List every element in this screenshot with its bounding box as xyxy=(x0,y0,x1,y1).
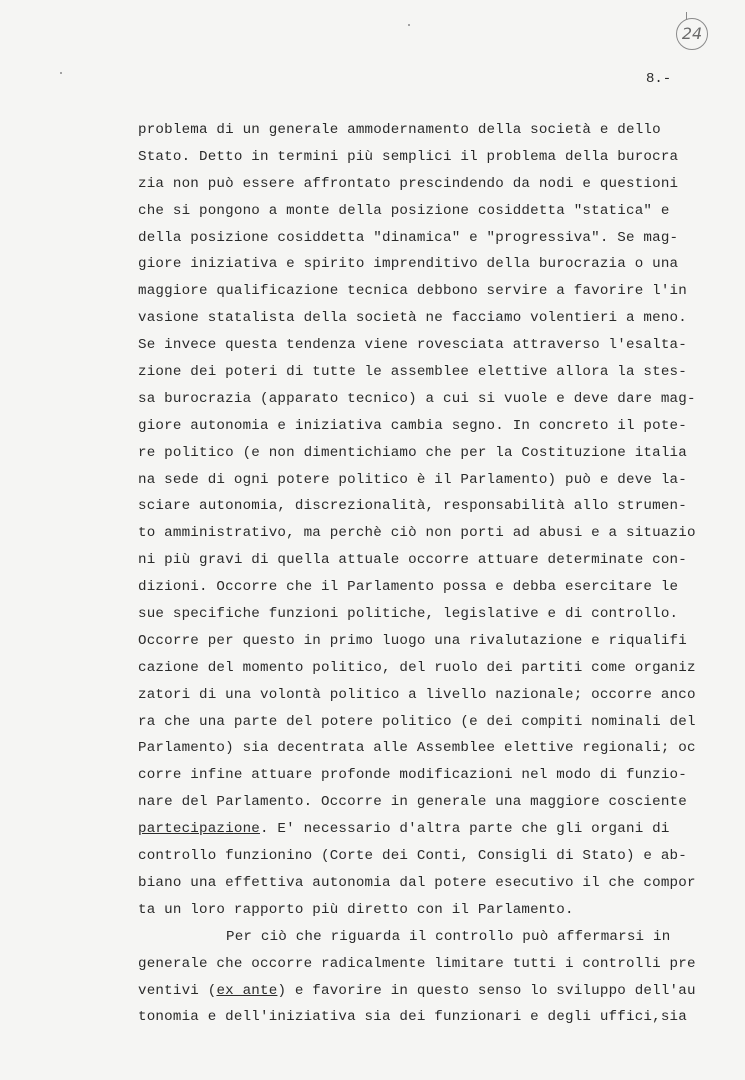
text-line: zia non può essere affrontato prescindendo da nodi e questioni xyxy=(138,175,679,192)
text-line: Stato. Detto in termini più semplici il problema della burocra xyxy=(138,148,679,165)
text-line: sciare autonomia, discrezionalità, responsabilità allo strumen- xyxy=(138,498,687,515)
scan-speck xyxy=(408,24,410,26)
text-line: dizioni. Occorre che il Parlamento possa e debba esercitare le xyxy=(138,579,679,596)
text-line: vasione statalista della società ne facciamo volentieri a meno. xyxy=(138,310,687,327)
text-line: giore iniziativa e spirito imprenditivo della burocrazia o una xyxy=(138,256,679,273)
text-line: sue specifiche funzioni politiche, legislative e di controllo. xyxy=(138,606,679,623)
underlined-phrase: ex ante xyxy=(216,982,278,999)
text-line: sa burocrazia (apparato tecnico) a cui si vuole e deve dare mag- xyxy=(138,390,696,407)
text-line: Se invece questa tendenza viene rovesciata attraverso l'esalta- xyxy=(138,337,687,354)
text-line: ra che una parte del potere politico (e dei compiti nominali del xyxy=(138,713,696,730)
text-line: biano una effettiva autonomia dal potere esecutivo il che compor xyxy=(138,874,696,891)
page-number: 8.- xyxy=(646,71,672,87)
scan-speck xyxy=(60,72,62,74)
text-line: zione dei poteri di tutte le assemblee elettive allora la stes- xyxy=(138,364,687,381)
text-line: Occorre per questo in primo luogo una rivalutazione e riqualifi xyxy=(138,632,687,649)
text-line: re politico (e non dimentichiamo che per la Costituzione italia xyxy=(138,444,687,461)
archive-page-stamp: 24 xyxy=(676,18,708,50)
text-line: maggiore qualificazione tecnica debbono servire a favorire l'in xyxy=(138,283,687,300)
text-line: zatori di una volontà politico a livello nazionale; occorre anco xyxy=(138,686,696,703)
underlined-phrase: partecipazione xyxy=(138,821,260,838)
text-line: della posizione cosiddetta "dinamica" e "progressiva". Se mag- xyxy=(138,229,679,246)
text-line: nare del Parlamento. Occorre in generale una maggiore cosciente xyxy=(138,794,687,811)
text-line: ventivi (ex ante) e favorire in questo senso lo sviluppo dell'au xyxy=(138,982,696,999)
text-line: controllo funzionino (Corte dei Conti, Consigli di Stato) e ab- xyxy=(138,848,687,865)
text-line: Parlamento) sia decentrata alle Assemblee elettive regionali; oc xyxy=(138,740,696,757)
text-line: partecipazione. E' necessario d'altra parte che gli organi di xyxy=(138,821,670,838)
text-line: ni più gravi di quella attuale occorre attuare determinate con- xyxy=(138,552,687,569)
text-line: che si pongono a monte della posizione cosiddetta "statica" e xyxy=(138,202,670,219)
text-line: cazione del momento politico, del ruolo dei partiti come organiz xyxy=(138,659,696,676)
text-line: corre infine attuare profonde modificazioni nel modo di funzio- xyxy=(138,767,687,784)
text-line: generale che occorre radicalmente limitare tutti i controlli pre xyxy=(138,955,696,972)
text-line: Per ciò che riguarda il controllo può affermarsi in xyxy=(226,928,671,945)
text-line: giore autonomia e iniziativa cambia segno. In concreto il pote- xyxy=(138,417,687,434)
body-text xyxy=(138,117,718,1031)
text-line: ta un loro rapporto più diretto con il Parlamento. xyxy=(138,901,574,918)
text-line: to amministrativo, ma perchè ciò non porti ad abusi e a situazio xyxy=(138,525,696,542)
text-line: problema di un generale ammodernamento della società e dello xyxy=(138,122,661,138)
text-line: na sede di ogni potere politico è il Parlamento) può e deve la- xyxy=(138,471,687,488)
text-line: tonomia e dell'iniziativa sia dei funzionari e degli uffici,sia xyxy=(138,1009,687,1026)
